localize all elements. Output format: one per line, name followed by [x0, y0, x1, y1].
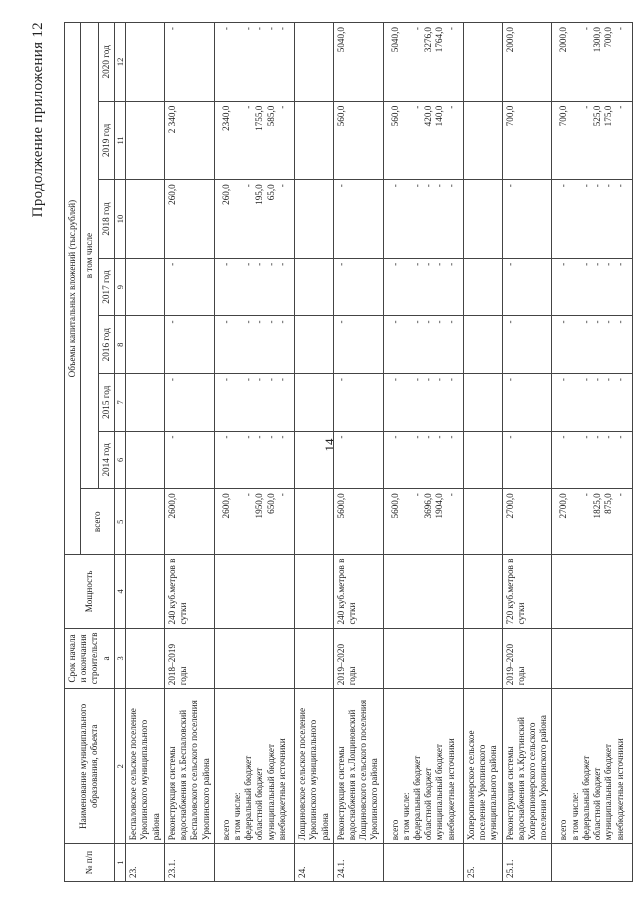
cell-year: [295, 180, 334, 259]
cell-total: 2700,0 - 1825,0 875,0 -: [552, 489, 632, 555]
header-year: 2014 год: [98, 431, 114, 489]
cell-capacity: [463, 555, 502, 628]
cell-year: 260,0: [164, 180, 214, 259]
cell-no: 23.1.: [164, 844, 214, 882]
cell-year: [126, 316, 165, 374]
cell-term: [126, 628, 165, 689]
cell-term: [552, 628, 632, 689]
cell-term: 2019–2020 годы: [333, 628, 383, 689]
cell-name: Лощиновское сельское поселение Урюпинского муниципального района: [295, 689, 334, 844]
cell-year: [295, 316, 334, 374]
table-row: [295, 23, 334, 882]
cell-capacity: 720 куб.метров в сутки: [502, 555, 552, 628]
cell-total: 5600,0: [333, 489, 383, 555]
cell-capacity: [126, 555, 165, 628]
cell-name: всего в том числе: федеральный бюджет областной бюджет муниципальный бюджет внебюджетные источники: [552, 689, 632, 844]
cell-no: 25.: [463, 844, 502, 882]
cell-year: - - - - -: [214, 431, 294, 489]
cell-year: - - - - -: [552, 258, 632, 316]
cell-year: - - - - -: [214, 374, 294, 432]
cell-total: 5600,0 - 3696,0 1904,0 -: [383, 489, 463, 555]
cell-term: [214, 628, 294, 689]
cell-year: [126, 23, 165, 102]
cell-year: - - - - -: [552, 374, 632, 432]
cell-year: [463, 316, 502, 374]
cell-year: 2000,0 - 1300,0 700,0 -: [552, 23, 632, 102]
header-year: 2019 год: [98, 101, 114, 180]
cell-year: -: [333, 258, 383, 316]
cell-capacity: [295, 555, 334, 628]
cell-year: [463, 180, 502, 259]
cell-year: - - - - -: [383, 258, 463, 316]
cell-year: [126, 101, 165, 180]
table-row: [333, 23, 383, 882]
cell-year: [295, 23, 334, 102]
header-year: 2018 год: [98, 180, 114, 259]
header-year: 2015 год: [98, 374, 114, 432]
cell-capacity: 240 куб.метров в сутки: [333, 555, 383, 628]
rotated-page: [30, 22, 625, 882]
cell-year: 5040,0: [333, 23, 383, 102]
table-row: [383, 23, 463, 882]
cell-capacity: [214, 555, 294, 628]
cell-year: 560,0 - 420,0 140,0 -: [383, 101, 463, 180]
cell-no: 24.1.: [333, 844, 383, 882]
page-number: 14: [322, 438, 337, 452]
cell-year: [463, 431, 502, 489]
header-year: 2020 год: [98, 23, 114, 102]
cell-year: - - - - -: [214, 316, 294, 374]
cell-no: 23.: [126, 844, 165, 882]
cell-name: Реконструкция системы водоснабжения в х.Лощиновский Лощиновского сельского поселения Урюпинского района: [333, 689, 383, 844]
cell-no: 25.1.: [502, 844, 552, 882]
col-number: 7: [114, 374, 125, 432]
cell-total: [126, 489, 165, 555]
cell-year: 5040,0 - 3276,0 1764,0 -: [383, 23, 463, 102]
cell-capacity: 240 куб.метров в сутки: [164, 555, 214, 628]
col-number: 10: [114, 180, 125, 259]
header-total: всего: [81, 489, 115, 555]
cell-year: [295, 101, 334, 180]
cell-year: 700,0 - 525,0 175,0 -: [552, 101, 632, 180]
cell-year: -: [502, 431, 552, 489]
cell-name: Беспаловское сельское поселение Урюпинского муниципального района: [126, 689, 165, 844]
cell-term: [295, 628, 334, 689]
cell-year: [295, 374, 334, 432]
cell-year: 700,0: [502, 101, 552, 180]
cell-no: [214, 844, 294, 882]
cell-year: -: [164, 431, 214, 489]
cell-year: - - - - -: [552, 316, 632, 374]
table-row: [214, 23, 294, 882]
cell-year: [463, 101, 502, 180]
cell-year: -: [333, 431, 383, 489]
cell-year: - - - - -: [214, 258, 294, 316]
cell-name: Реконструкция системы водоснабжения в х.Беспаловский Беспаловского сельского поселения Урюпинского района: [164, 689, 214, 844]
cell-year: -: [502, 316, 552, 374]
cell-total: [463, 489, 502, 555]
cell-year: [463, 374, 502, 432]
table-row: [126, 23, 165, 882]
header-subgroup: в том числе: [81, 23, 98, 489]
cell-year: 2 340,0: [164, 101, 214, 180]
cell-year: -: [333, 180, 383, 259]
cell-term: [383, 628, 463, 689]
cell-year: -: [164, 258, 214, 316]
cell-year: -: [333, 374, 383, 432]
cell-year: - - - - -: [383, 180, 463, 259]
header-term: Срок начала и окончания строительства: [65, 628, 115, 689]
col-number: 9: [114, 258, 125, 316]
cell-year: -: [164, 374, 214, 432]
cell-name: всего в том числе: федеральный бюджет областной бюджет муниципальный бюджет внебюджетные источники: [214, 689, 294, 844]
header-year: 2017 год: [98, 258, 114, 316]
cell-total: 2600,0 - 1950,0 650,0 -: [214, 489, 294, 555]
cell-year: - - - - -: [214, 23, 294, 102]
cell-year: - - - - -: [552, 431, 632, 489]
cell-year: -: [502, 374, 552, 432]
header-volume-group: Объемы капитальных вложений (тыс.рублей): [65, 23, 81, 555]
cell-total: 2700,0: [502, 489, 552, 555]
cell-term: 2019–2020 годы: [502, 628, 552, 689]
col-number: 6: [114, 431, 125, 489]
cell-year: [295, 431, 334, 489]
cell-year: -: [333, 316, 383, 374]
cell-year: 260,0 - 195,0 65,0 -: [214, 180, 294, 259]
table-row: [164, 23, 214, 882]
cell-capacity: [552, 555, 632, 628]
cell-year: [126, 180, 165, 259]
cell-year: 560,0: [333, 101, 383, 180]
cell-year: 2000,0: [502, 23, 552, 102]
cell-total: 2600,0: [164, 489, 214, 555]
cell-year: -: [502, 258, 552, 316]
appendix-caption: Продолжение приложения 12: [30, 22, 46, 218]
cell-term: 2018–2019 годы: [164, 628, 214, 689]
capital-investment-table: [64, 22, 633, 882]
cell-year: [126, 374, 165, 432]
cell-year: [126, 431, 165, 489]
col-number: 5: [114, 489, 125, 555]
table-row: [463, 23, 502, 882]
table-body: [126, 23, 633, 882]
col-number: 1: [114, 844, 125, 882]
cell-year: - - - - -: [383, 374, 463, 432]
table-row: [502, 23, 552, 882]
cell-total: [295, 489, 334, 555]
col-number: 4: [114, 555, 125, 628]
cell-term: [463, 628, 502, 689]
cell-no: [552, 844, 632, 882]
cell-capacity: [383, 555, 463, 628]
header-capacity: Мощность: [65, 555, 115, 628]
cell-year: [463, 23, 502, 102]
col-number: 11: [114, 101, 125, 180]
cell-year: [463, 258, 502, 316]
col-number: 8: [114, 316, 125, 374]
col-number: 12: [114, 23, 125, 102]
cell-year: [295, 258, 334, 316]
header-no: № п/п: [65, 844, 115, 882]
cell-year: - - - - -: [383, 316, 463, 374]
header-year: 2016 год: [98, 316, 114, 374]
col-number: 2: [114, 689, 125, 844]
cell-year: -: [164, 23, 214, 102]
cell-year: - - - - -: [383, 431, 463, 489]
cell-name: Хоперопионерское сельское поселение Урюпинского муниципального района: [463, 689, 502, 844]
cell-year: -: [164, 316, 214, 374]
cell-year: [126, 258, 165, 316]
cell-name: Реконструкция системы водоснабжения в х.Крутинский Хоперопионерского сельского поселения Урюпинского района: [502, 689, 552, 844]
cell-year: - - - - -: [552, 180, 632, 259]
cell-name: всего в том числе: федеральный бюджет областной бюджет муниципальный бюджет внебюджетные источники: [383, 689, 463, 844]
cell-no: 24.: [295, 844, 334, 882]
col-number: 3: [114, 628, 125, 689]
cell-year: -: [502, 180, 552, 259]
table-row: [552, 23, 632, 882]
cell-year: 2340,0 - 1755,0 585,0 -: [214, 101, 294, 180]
cell-no: [383, 844, 463, 882]
header-name: Наименование муниципального образования, объекта: [65, 689, 115, 844]
